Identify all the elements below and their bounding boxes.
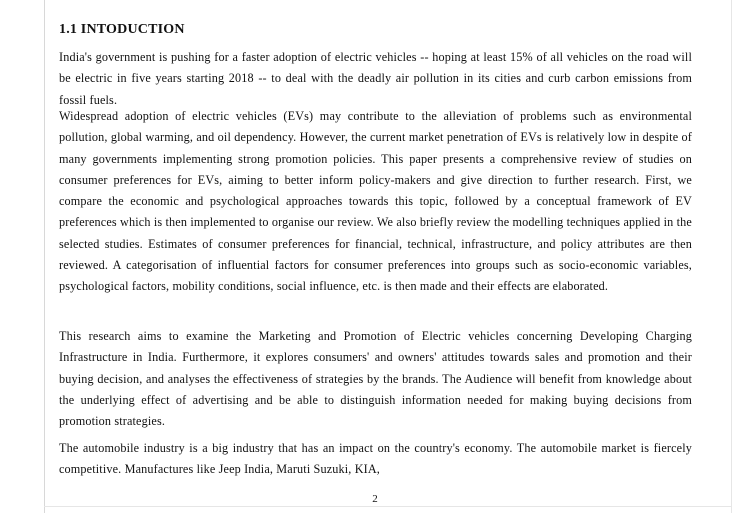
page-number: 2	[372, 493, 378, 505]
page-left-border	[44, 0, 45, 513]
paragraph-2: Widespread adoption of electric vehicles (EVs) may contribute to the alleviation of problems such as environmental pollution, global warming, and oil dependency. However, the current market penetration of EVs is relatively low in despite of many governments implementing strong promotion policies. This paper presents a comprehensive review of studies on consumer preferences for EVs, aiming to better inform policy-makers and give direction to further research. First, we compare the economic and psychological approaches towards this topic, followed by a conceptual framework of EV preferences which is then implemented to organise our review. We also briefly review the modelling techniques applied in the selected studies. Estimates of consumer preferences for financial, technical, infrastructure, and policy attributes are then reviewed. A categorisation of influential factors for consumer preferences into groups such as socio-economic variables, psychological factors, mobility conditions, social influence, etc. is then made and their effects are elaborated.	[59, 109, 692, 294]
section-heading: 1.1 INTODUCTION	[59, 22, 185, 37]
paragraph-4: The automobile industry is a big industry that has an impact on the country's economy. The automobile market is fiercely competitive. Manufactures like Jeep India, Maruti Suzuki, KIA,	[59, 441, 692, 477]
paragraph-1: India's government is pushing for a faster adoption of electric vehicles -- hoping at least 15% of all vehicles on the road will be electric in five years starting 2018 -- to deal with the deadly air pollution in its cities and curb carbon emissions from fossil fuels.	[59, 50, 692, 107]
page-bottom-border	[44, 506, 732, 507]
paragraph-3: This research aims to examine the Marketing and Promotion of Electric vehicles concerning Developing Charging Infrastructure in India. Furthermore, it explores consumers' and owners' attitudes towards sales and promotion and their buying decision, and analyses the effectiveness of strategies by the brands. The Audience will benefit from knowledge about the underlying effect of advertising and be able to distinguish information needed for making buying decisions from promotion strategies.	[59, 329, 692, 429]
page-right-border	[731, 0, 732, 513]
